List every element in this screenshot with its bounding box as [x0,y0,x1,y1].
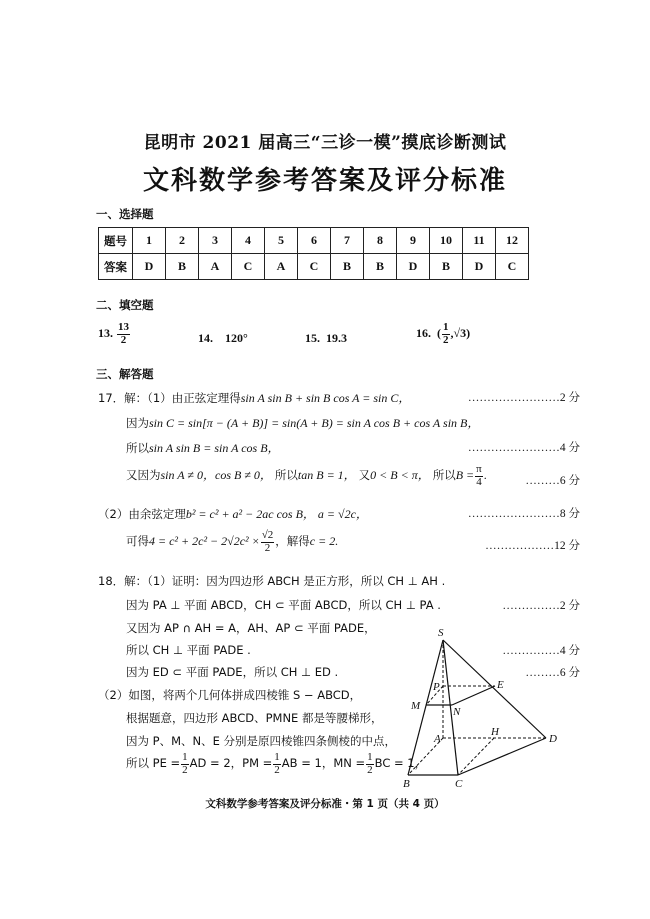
numerator: 1 [182,751,188,763]
q18-part2-line-4 [126,752,426,776]
item-rest: ,√3) [450,325,471,340]
math: sin A ≠ 0，cos B ≠ 0， [160,467,272,482]
score-marker: ……………2 分 [502,600,580,612]
fraction [475,464,483,488]
q17-line-2 [126,414,479,431]
pyramid-figure [395,620,565,795]
table-cell: D [133,254,166,280]
label-D: D [549,733,557,745]
item-number: 16. [416,325,431,340]
q18-line-3: 又因为 AP ∩ AH = A，AH、AP ⊂ 平面 PADE， [126,621,376,635]
answer-table [98,227,529,280]
table-cell: A [265,254,298,280]
table-cell: 11 [463,228,496,254]
table-cell: 12 [496,228,529,254]
table-cell: A [199,254,232,280]
q17-part2-line-1 [98,505,368,522]
page-footer: 文科数学参考答案及评分标准・第 1 页（共 4 页） [205,798,445,810]
math: sin A sin B = sin A cos B， [149,441,280,455]
q18-part2-line-1: （2）如图，将两个几何体拼成四棱锥 S − ABCD， [98,688,362,702]
score-marker: ………6 分 [525,475,580,487]
fraction [181,752,189,776]
table-cell: 9 [397,228,430,254]
fill-item-14 [198,331,248,346]
q18-line-5: 因为 ED ⊂ 平面 PADE，所以 CH ⊥ ED . [126,665,339,679]
numerator: √2 [261,529,274,541]
title-line-2: 文科数学参考答案及评分标准 [142,166,507,196]
denominator: 2 [120,333,127,346]
text: AB = 1，MN = [281,755,366,770]
table-cell: 4 [232,228,265,254]
item-value: 120° [225,331,248,345]
text: . [483,467,487,482]
fraction [366,752,374,776]
table-row-questions [99,228,529,254]
math: sin C = sin[π − (A + B)] = sin(A + B) = sin A cos B + cos A sin B， [149,416,480,430]
item-number: 13. [98,325,113,340]
score-marker: ……………4 分 [502,645,580,657]
label-M: M [411,700,421,712]
text: AD = 2，PM = [189,755,273,770]
q17-part2-line-2 [126,530,338,554]
item-number: 15. [305,331,320,345]
math: 4 = c² + 2c² − 2√2c² × [149,533,260,548]
table-cell: B [166,254,199,280]
score-marker: ……………………8 分 [467,508,580,520]
text: BC = 1， [374,755,427,770]
math: 0 < B < π， [370,467,430,482]
math: tan B = 1， [297,467,356,482]
table-cell: C [496,254,529,280]
title-line-1: 昆明市 2021 届高三“三诊一模”摸底诊断测试 [143,133,507,153]
label-N: N [453,706,461,718]
fill-item-16 [416,322,470,346]
table-cell: 3 [199,228,232,254]
q18-line-2: 因为 PA ⊥ 平面 ABCD，CH ⊂ 平面 ABCD，所以 CH ⊥ PA . [126,598,441,612]
table-cell: 1 [133,228,166,254]
q18-part2-line-3: 因为 P、M、N、E 分别是原四棱锥四条侧棱的中点， [126,734,397,748]
label-P: P [433,681,440,693]
item-number: 14. [198,331,213,345]
score-marker: ………………12 分 [485,540,580,552]
section-heading-fill: 二、填空题 [96,298,154,312]
table-cell: C [298,254,331,280]
numerator: 1 [274,751,280,763]
score-marker: ……………………2 分 [467,392,580,404]
edge-CD [458,738,546,775]
text: （2）由余弦定理 [98,507,186,521]
label-H: H [491,726,499,738]
table-row-answers [99,254,529,280]
label-A: A [434,733,441,745]
math: B = [455,467,475,482]
table-cell: B [430,254,463,280]
denominator: 2 [264,541,271,554]
row-label-answer: 答案 [99,254,133,280]
table-cell: 5 [265,228,298,254]
text: 所以 [274,467,298,482]
score-marker: ……………………4 分 [467,442,580,454]
fraction [273,752,281,776]
denominator: 4 [476,475,482,488]
item-value: 19.3 [326,331,347,345]
edge-NE [452,686,495,705]
text: 因为 [126,416,149,430]
math: c = 2. [309,533,339,548]
numerator: 1 [443,321,449,333]
table-cell: B [331,254,364,280]
numerator: 13 [118,321,129,333]
denominator: 2 [274,763,280,776]
table-cell: 8 [364,228,397,254]
table-cell: 7 [331,228,364,254]
text: 所以 PE = [126,755,181,770]
table-cell: B [364,254,397,280]
table-cell: C [232,254,265,280]
q17-line-4 [126,464,487,488]
section-heading-solution: 三、解答题 [96,367,154,381]
denominator: 2 [367,763,373,776]
q17-line-3 [126,439,280,456]
score-marker: ………6 分 [525,667,580,679]
q18-part2-line-2: 根据题意，四边形 ABCD、PMNE 都是等腰梯形， [126,711,383,725]
fill-item-13 [98,322,131,346]
q18-line-1: 18．解：（1）证明：因为四边形 ABCH 是正方形，所以 CH ⊥ AH . [98,574,446,588]
edge-SD [443,640,546,738]
label-S: S [438,627,444,639]
numerator: π [476,463,482,475]
table-cell: D [463,254,496,280]
q17-line-1 [98,389,410,406]
edge-HC-dashed [458,738,494,775]
table-cell: 2 [166,228,199,254]
text: ，解得 [275,533,310,548]
text: 17．解：（1）由正弦定理得 [98,391,241,405]
text: 又因为 [126,467,161,482]
table-cell: 10 [430,228,463,254]
denominator: 2 [443,333,449,346]
denominator: 2 [182,763,188,776]
text: 又 [358,467,371,482]
math: sin A sin B + sin B cos A = sin C， [240,391,411,405]
open-paren: ( [437,325,441,340]
label-C: C [455,778,463,790]
numerator: 1 [367,751,373,763]
table-cell: D [397,254,430,280]
fraction [117,322,130,346]
text: 可得 [126,533,149,548]
section-heading-choice: 一、选择题 [96,207,154,221]
text: 所以 [126,441,149,455]
row-label-question: 题号 [99,228,133,254]
fill-item-15 [305,331,347,346]
fraction [261,530,275,554]
math: b² = c² + a² − 2ac cos B， a = √2c， [185,507,368,521]
label-E: E [497,679,504,691]
fraction [442,322,450,346]
label-B: B [403,778,410,790]
q18-line-4: 所以 CH ⊥ 平面 PADE . [126,643,251,657]
text: 所以 [432,467,456,482]
table-cell: 6 [298,228,331,254]
